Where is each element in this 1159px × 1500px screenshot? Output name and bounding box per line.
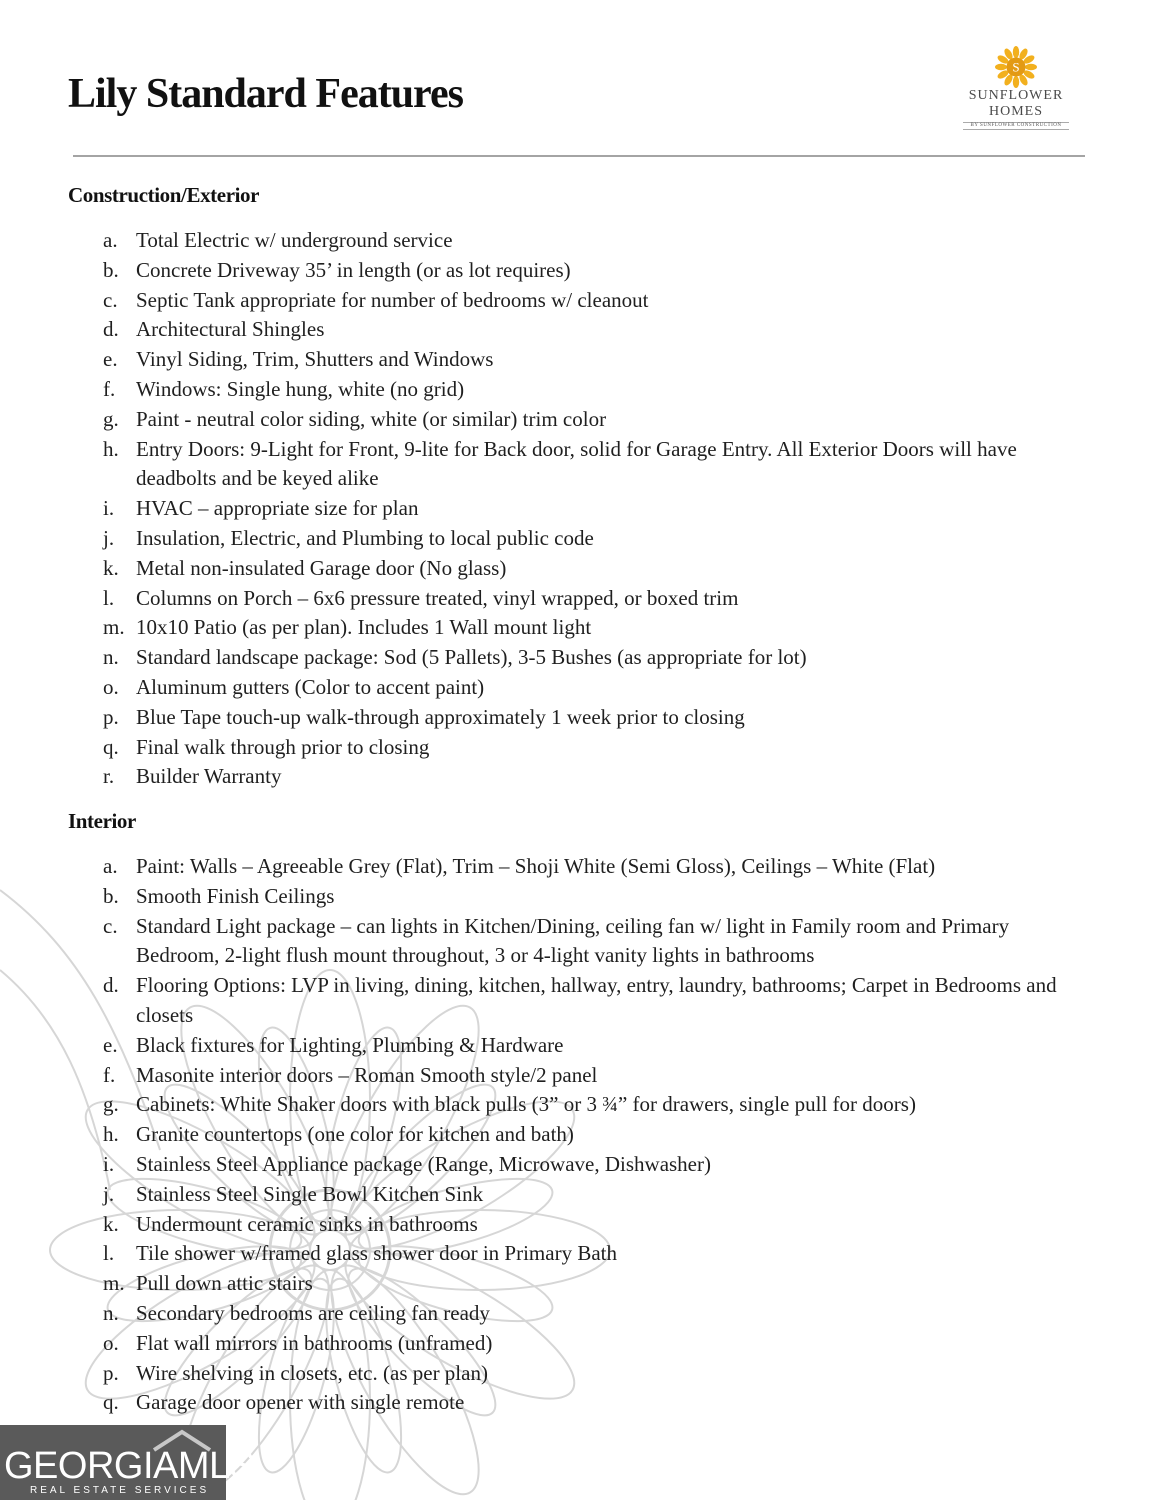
header-divider xyxy=(73,155,1085,157)
list-item-text: 10x10 Patio (as per plan). Includes 1 Wall mount light xyxy=(136,615,592,640)
list-item-text: Blue Tape touch-up walk-through approximately 1 week prior to closing xyxy=(136,704,745,729)
list-item-text: Columns on Porch – 6x6 pressure treated, vinyl wrapped, or boxed trim xyxy=(136,585,739,610)
list-marker: e. xyxy=(103,347,118,372)
list-item-text: Septic Tank appropriate for number of bedrooms w/ cleanout xyxy=(136,287,649,312)
list-item-text: Aluminum gutters (Color to accent paint) xyxy=(136,674,485,699)
list-marker: k. xyxy=(103,1211,119,1236)
list-item-text: Wire shelving in closets, etc. (as per plan) xyxy=(136,1360,488,1385)
list-marker: c. xyxy=(103,913,118,938)
list-item-text: Pull down attic stairs xyxy=(136,1271,313,1296)
list-item xyxy=(0,971,1159,1031)
list-marker: g. xyxy=(103,406,119,431)
list-item-text: Paint: Walls – Agreeable Grey (Flat), Trim – Shoji White (Semi Gloss), Ceilings – White (Flat) xyxy=(136,854,936,878)
list-item-text: Metal non-insulated Garage door (No glass) xyxy=(136,555,507,580)
list-item xyxy=(0,733,1159,763)
list-item xyxy=(0,226,1159,256)
list-item xyxy=(0,673,1159,703)
mls-tagline: REAL ESTATE SERVICES xyxy=(30,1485,210,1496)
list-marker: o. xyxy=(103,674,119,699)
list-marker: m. xyxy=(103,615,125,640)
list-marker: m. xyxy=(103,1271,125,1296)
logo-line1: SUNFLOWER xyxy=(968,88,1064,103)
list-item-text: Black fixtures for Lighting, Plumbing & Hardware xyxy=(136,1032,564,1057)
list-item-text: Stainless Steel Single Bowl Kitchen Sink xyxy=(136,1181,484,1206)
list-item xyxy=(0,1269,1159,1299)
list-item xyxy=(0,584,1159,614)
list-marker: g. xyxy=(103,1092,119,1117)
logo-line2: HOMES xyxy=(988,104,1043,119)
list-item xyxy=(0,912,1159,972)
logo-initial: S xyxy=(1012,59,1020,75)
list-marker: q. xyxy=(103,734,119,759)
list-marker: d. xyxy=(103,973,119,998)
list-marker: l. xyxy=(103,585,115,610)
list-item-text: HVAC – appropriate size for plan xyxy=(136,496,419,521)
list-item xyxy=(0,554,1159,584)
list-item xyxy=(0,1090,1159,1120)
list-marker: j. xyxy=(103,525,115,550)
list-marker: f. xyxy=(103,1062,116,1087)
list-item xyxy=(0,435,1159,495)
list-item xyxy=(0,405,1159,435)
list-item-text: Masonite interior doors – Roman Smooth style/2 panel xyxy=(136,1062,598,1087)
list-item-text: Secondary bedrooms are ceiling fan ready xyxy=(136,1300,490,1325)
list-item xyxy=(0,345,1159,375)
georgia-mls-badge xyxy=(0,1425,255,1500)
list-item-text: Smooth Finish Ceilings xyxy=(136,883,335,908)
page-title: Lily Standard Features xyxy=(68,71,463,117)
list-item xyxy=(0,852,1159,882)
list-marker: h. xyxy=(103,1122,119,1147)
list-marker: i. xyxy=(103,496,115,521)
list-item xyxy=(0,315,1159,345)
list-item-text: Concrete Driveway 35’ in length (or as lot requires) xyxy=(136,257,571,282)
list-marker: n. xyxy=(103,1300,119,1325)
list-item-text: Vinyl Siding, Trim, Shutters and Windows xyxy=(136,347,494,372)
list-marker: r. xyxy=(103,764,115,789)
list-marker: k. xyxy=(103,555,119,580)
list-item-text: Standard landscape package: Sod (5 Pallets), 3-5 Bushes (as appropriate for lot) xyxy=(136,645,807,670)
list-marker: q. xyxy=(103,1390,119,1415)
list-item xyxy=(0,524,1159,554)
section-heading-interior: Interior xyxy=(68,809,136,833)
list-item xyxy=(0,882,1159,912)
list-item xyxy=(0,286,1159,316)
list-item-text: Stainless Steel Appliance package (Range, Microwave, Dishwasher) xyxy=(136,1151,711,1176)
list-item-text: Standard Light package – can lights in Kitchen/Dining, ceiling fan w/ light in Family room and Primary Bedroom, 2-light flush mount throughout, 3 or 4-light vanity lights in bathrooms xyxy=(136,913,1010,968)
list-item xyxy=(0,643,1159,673)
construction-exterior-list xyxy=(0,226,1159,792)
list-item-text: Undermount ceramic sinks in bathrooms xyxy=(136,1211,478,1236)
list-item-text: Granite countertops (one color for kitchen and bath) xyxy=(136,1122,574,1147)
list-item xyxy=(0,1239,1159,1269)
interior-list xyxy=(0,852,1159,1418)
list-marker: a. xyxy=(103,228,118,252)
list-item-text: Flooring Options: LVP in living, dining, kitchen, hallway, entry, laundry, bathrooms; Carpet in Bedrooms and closets xyxy=(136,973,1057,1027)
list-item-text: Entry Doors: 9-Light for Front, 9-lite for Back door, solid for Garage Entry. All Exterior Doors will have deadbolts and be keyed alike xyxy=(136,436,1017,491)
list-item xyxy=(0,1180,1159,1210)
list-item xyxy=(0,1120,1159,1150)
list-item xyxy=(0,613,1159,643)
logo-subline: BY SUNFLOWER CONSTRUCTION xyxy=(963,122,1069,130)
brand-logo xyxy=(955,46,1077,130)
list-item-text: Builder Warranty xyxy=(136,764,282,789)
list-item xyxy=(0,375,1159,405)
list-item xyxy=(0,1299,1159,1329)
mls-name: GEORGIAMLS xyxy=(4,1445,255,1487)
list-marker: a. xyxy=(103,854,118,878)
list-marker: i. xyxy=(103,1151,115,1176)
list-marker: j. xyxy=(103,1181,115,1206)
section-heading-construction-exterior: Construction/Exterior xyxy=(68,183,260,207)
list-item-text: Garage door opener with single remote xyxy=(136,1390,465,1415)
list-marker: o. xyxy=(103,1330,119,1355)
list-item xyxy=(0,1329,1159,1359)
list-item-text: Cabinets: White Shaker doors with black pulls (3” or 3 ¾” for drawers, single pull for doors) xyxy=(136,1092,916,1117)
list-item-text: Windows: Single hung, white (no grid) xyxy=(136,376,465,401)
list-marker: n. xyxy=(103,645,119,670)
sunflower-icon xyxy=(995,46,1037,88)
list-item xyxy=(0,494,1159,524)
list-marker: b. xyxy=(103,257,119,282)
list-item-text: Final walk through prior to closing xyxy=(136,734,430,759)
list-item-text: Flat wall mirrors in bathrooms (unframed) xyxy=(136,1330,493,1355)
list-marker: l. xyxy=(103,1241,115,1266)
list-marker: h. xyxy=(103,436,119,461)
list-item xyxy=(0,703,1159,733)
list-item xyxy=(0,1031,1159,1061)
list-item xyxy=(0,1388,1159,1418)
list-item-text: Total Electric w/ underground service xyxy=(136,228,453,252)
list-marker: p. xyxy=(103,1360,119,1385)
list-item xyxy=(0,1210,1159,1240)
list-item xyxy=(0,762,1159,792)
list-item xyxy=(0,1061,1159,1091)
list-item xyxy=(0,1359,1159,1389)
list-item-text: Insulation, Electric, and Plumbing to local public code xyxy=(136,525,594,550)
list-item xyxy=(0,256,1159,286)
list-item-text: Architectural Shingles xyxy=(136,317,325,342)
list-marker: e. xyxy=(103,1032,118,1057)
list-item-text: Tile shower w/framed glass shower door in Primary Bath xyxy=(136,1241,617,1266)
list-item-text: Paint - neutral color siding, white (or similar) trim color xyxy=(136,406,607,431)
list-marker: f. xyxy=(103,376,116,401)
list-marker: c. xyxy=(103,287,118,312)
list-item xyxy=(0,1150,1159,1180)
list-marker: d. xyxy=(103,317,119,342)
list-marker: p. xyxy=(103,704,119,729)
list-marker: b. xyxy=(103,883,119,908)
